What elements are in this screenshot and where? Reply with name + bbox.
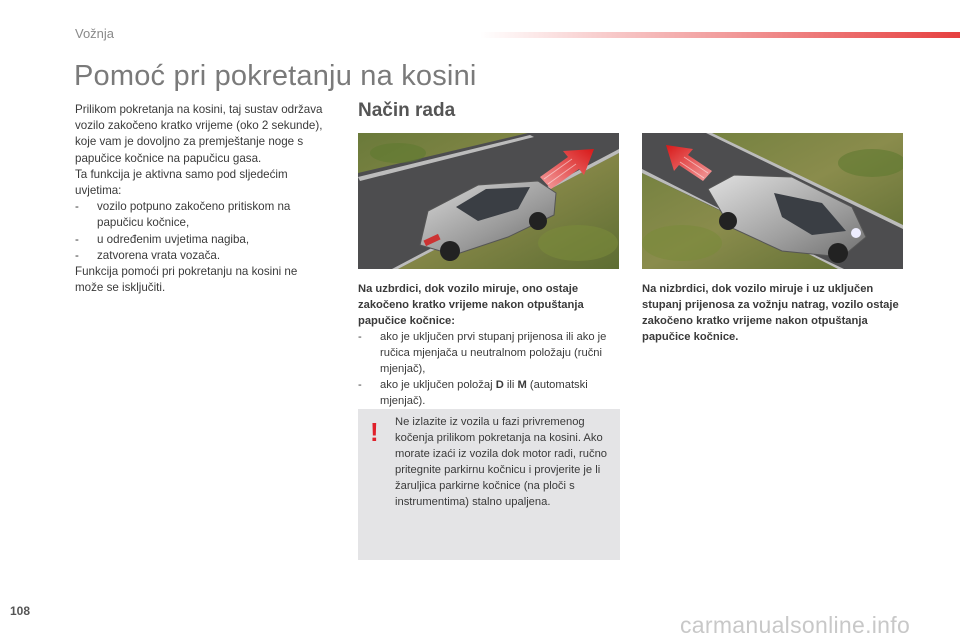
gear-d-label: D xyxy=(495,379,504,391)
condition-item: - u određenim uvjetima nagiba, xyxy=(75,232,327,248)
uphill-item: - ako je uključen prvi stupanj prijenosa ili ako je ručica mjenjača u neutralnom položaju (ručni mjenjač), xyxy=(358,329,620,377)
condition-item: - zatvorena vrata vozača. xyxy=(75,248,327,264)
warning-text: Ne izlazite iz vozila u fazi privremenog kočenja prilikom pokretanja na kosini. Ako morate izaći iz vozila dok motor radi, ručno pritegnite parkirnu kočnicu i provjerite je li žaruljica parkirne kočnice (na ploči s instrumentima) stalno upaljena. xyxy=(395,416,608,508)
intro-text xyxy=(75,102,327,296)
header-accent-bar xyxy=(480,32,960,38)
intro-closing: Funkcija pomoći pri pokretanju na kosini ne može se isključiti. xyxy=(75,265,298,295)
section-label: Vožnja xyxy=(75,26,115,41)
uphill-item: - ako je uključen položaj D ili M (automatski mjenjač). xyxy=(358,377,620,409)
gear-m-label: M xyxy=(517,379,527,391)
page-title: Pomoć pri pokretanju na kosini xyxy=(74,60,477,92)
page-number: 108 xyxy=(10,604,31,618)
conditions-list xyxy=(75,199,327,264)
condition-item: - vozilo potpuno zakočeno pritiskom na papučicu kočnice, xyxy=(75,199,327,231)
downhill-illustration xyxy=(642,133,903,269)
downhill-description: Na nizbrdici, dok vozilo miruje i uz uključen stupanj prijenosa za vožnju natrag, vozilo ostaje zakočeno kratko vrijeme nakon otpuštanja papučice kočnice. xyxy=(642,283,899,343)
uphill-illustration xyxy=(358,133,619,269)
conditions-lead: Ta funkcija je aktivna samo pod sljedećim uvjetima: xyxy=(75,167,288,198)
uphill-description xyxy=(358,281,620,409)
uphill-lead: Na uzbrdici, dok vozilo miruje, ono ostaje zakočeno kratko vrijeme nakon otpuštanja papučice kočnice: xyxy=(358,283,584,327)
uphill-list xyxy=(358,329,620,409)
intro-paragraph: Prilikom pokretanja na kosini, taj sustav održava vozilo zakočeno kratko vrijeme (oko 2 sekunde), koje vam je dovoljno za premještanje noge s papučice kočnice na papučicu gasa. xyxy=(75,103,323,165)
watermark: carmanualsonline.info xyxy=(680,612,911,638)
warning-box xyxy=(358,409,620,560)
operation-heading: Način rada xyxy=(358,100,456,121)
warning-icon: ! xyxy=(370,417,379,447)
